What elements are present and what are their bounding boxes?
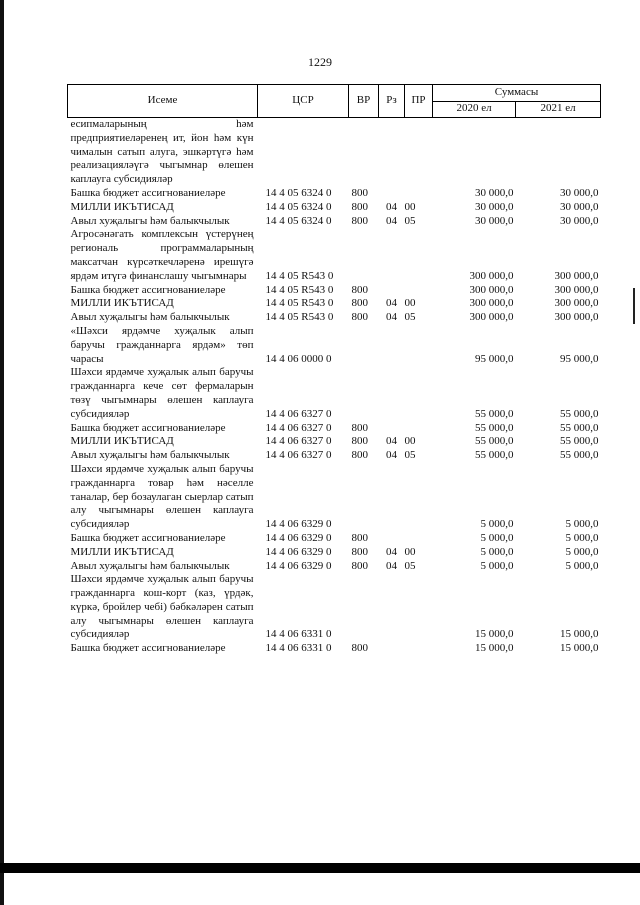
cell-pr: 00 <box>404 297 416 310</box>
header-csr: ЦСР <box>258 85 349 118</box>
cell-name: Авыл хуҗалыгы һәм балыкчылык <box>70 311 230 324</box>
cell-pr <box>405 284 433 298</box>
cell-rz <box>379 573 405 642</box>
cell-y1: 5 000,0 <box>480 531 514 544</box>
cell-vr: 800 <box>351 435 368 448</box>
cell-y1: 5 000,0 <box>480 559 514 572</box>
cell-csr: 14 4 06 6327 0 <box>265 435 332 448</box>
cell-y1: 15 000,0 <box>475 642 514 655</box>
cell-name: Башка бюджет ассигнованиеләре <box>70 186 226 199</box>
cell-rz <box>379 532 405 546</box>
table-row <box>68 532 601 546</box>
cell-name: «Шәхси ярдәмче хуҗалык алып баручы гражданнарга ярдәм» төп чарасы <box>70 324 254 365</box>
table-body <box>68 118 601 657</box>
table-row <box>68 118 601 187</box>
cell-y2: 15 000,0 <box>560 642 599 655</box>
cell-y1: 55 000,0 <box>475 421 514 434</box>
cell-pr: 00 <box>404 545 416 558</box>
cell-csr <box>258 118 349 187</box>
cell-y1: 300 000,0 <box>469 269 514 282</box>
cell-vr: 800 <box>351 531 368 544</box>
table-row <box>68 215 601 229</box>
cell-pr: 05 <box>404 311 416 324</box>
cell-y1: 5 000,0 <box>480 545 514 558</box>
cell-y1: 95 000,0 <box>475 352 514 365</box>
cell-csr: 14 4 06 6331 0 <box>265 628 332 641</box>
cell-name: Авыл хуҗалыгы һәм балыкчылык <box>70 214 230 227</box>
cell-name: МИЛЛИ ИКЪТИСАД <box>70 200 174 213</box>
cell-y1: 55 000,0 <box>475 407 514 420</box>
cell-csr: 14 4 05 6324 0 <box>265 214 332 227</box>
cell-csr: 14 4 06 6327 0 <box>265 407 332 420</box>
cell-y2: 30 000,0 <box>560 186 599 199</box>
cell-pr <box>405 118 433 187</box>
header-rz: Рз <box>379 85 405 118</box>
table-row <box>68 435 601 449</box>
table-row <box>68 311 601 325</box>
cell-rz: 04 <box>386 200 397 213</box>
table-header <box>68 85 601 118</box>
header-year-2020: 2020 ел <box>433 101 516 118</box>
cell-pr <box>405 642 433 656</box>
cell-name: Башка бюджет ассигнованиеләре <box>70 531 226 544</box>
cell-rz: 04 <box>386 559 397 572</box>
cell-vr: 800 <box>351 200 368 213</box>
table-row <box>68 228 601 283</box>
cell-y2: 95 000,0 <box>560 352 599 365</box>
cell-vr: 800 <box>351 449 368 462</box>
cell-y1: 5 000,0 <box>480 518 514 531</box>
cell-pr: 05 <box>404 559 416 572</box>
cell-rz: 04 <box>386 297 397 310</box>
cell-y1: 55 000,0 <box>475 435 514 448</box>
cell-pr <box>405 573 433 642</box>
cell-pr <box>405 532 433 546</box>
cell-pr: 05 <box>404 214 416 227</box>
cell-rz <box>379 325 405 366</box>
cell-y2: 300 000,0 <box>554 297 599 310</box>
cell-name: Авыл хуҗалыгы һәм балыкчылык <box>70 559 230 572</box>
cell-vr: 800 <box>351 214 368 227</box>
cell-rz: 04 <box>386 449 397 462</box>
cell-y1: 15 000,0 <box>475 628 514 641</box>
cell-y2: 55 000,0 <box>560 421 599 434</box>
scan-left-edge <box>0 0 4 905</box>
cell-rz <box>379 118 405 187</box>
cell-csr: 14 4 06 6327 0 <box>265 421 332 434</box>
table-row <box>68 297 601 311</box>
header-vr: ВР <box>349 85 379 118</box>
cell-vr <box>349 366 379 421</box>
cell-rz <box>379 366 405 421</box>
table-row <box>68 325 601 366</box>
cell-pr <box>405 366 433 421</box>
cell-csr: 14 4 06 6329 0 <box>265 559 332 572</box>
cell-name: есипмаларының һәм предприятиеләренең ит, йон һәм күн чималын сатып алуга, эшкәртүгә һәм реализацияләүгә чыгымнар өлешен каплауга субсидияләр <box>70 118 254 186</box>
table-row <box>68 449 601 463</box>
cell-pr <box>405 228 433 283</box>
budget-table <box>67 84 601 656</box>
cell-y2: 30 000,0 <box>560 214 599 227</box>
cell-vr <box>349 228 379 283</box>
cell-vr: 800 <box>351 297 368 310</box>
cell-y2: 55 000,0 <box>560 407 599 420</box>
cell-csr: 14 4 06 6329 0 <box>265 518 332 531</box>
page-number: 1229 <box>308 55 332 69</box>
cell-rz <box>379 284 405 298</box>
cell-y2: 5 000,0 <box>565 545 599 558</box>
table-row <box>68 642 601 656</box>
cell-y1: 30 000,0 <box>475 186 514 199</box>
cell-rz <box>379 642 405 656</box>
cell-vr <box>349 573 379 642</box>
cell-csr: 14 4 05 6324 0 <box>265 200 332 213</box>
cell-name: МИЛЛИ ИКЪТИСАД <box>70 297 174 310</box>
cell-vr: 800 <box>351 311 368 324</box>
table-row <box>68 284 601 298</box>
header-sums: Суммасы <box>433 85 601 102</box>
header-year-2021: 2021 ел <box>516 101 601 118</box>
cell-pr <box>405 463 433 532</box>
cell-pr: 00 <box>404 200 416 213</box>
cell-pr: 05 <box>404 449 416 462</box>
cell-y2: 300 000,0 <box>554 269 599 282</box>
table-row <box>68 366 601 421</box>
cell-rz <box>379 422 405 436</box>
cell-y2: 55 000,0 <box>560 449 599 462</box>
cell-name: Авыл хуҗалыгы һәм балыкчылык <box>70 449 230 462</box>
table-row <box>68 573 601 642</box>
cell-y2: 5 000,0 <box>565 559 599 572</box>
cell-name: Агросәнәгать комплексын үстерүнең региональ программаларының максатчан күрсәткечләренә ирешүгә ярдәм итүгә финанслашу чыгымнары <box>70 228 254 282</box>
cell-y1: 300 000,0 <box>469 311 514 324</box>
table-row <box>68 463 601 532</box>
cell-y2: 300 000,0 <box>554 283 599 296</box>
cell-rz <box>379 228 405 283</box>
cell-vr: 800 <box>351 186 368 199</box>
cell-y2: 5 000,0 <box>565 531 599 544</box>
cell-rz: 04 <box>386 545 397 558</box>
cell-vr: 800 <box>351 283 368 296</box>
cell-y2 <box>516 118 601 187</box>
cell-pr <box>405 187 433 201</box>
cell-pr: 00 <box>404 435 416 448</box>
cell-csr: 14 4 06 0000 0 <box>265 352 332 365</box>
scan-right-mark <box>633 288 635 324</box>
table-row <box>68 422 601 436</box>
cell-name: МИЛЛИ ИКЪТИСАД <box>70 545 174 558</box>
cell-vr <box>349 325 379 366</box>
cell-y2: 300 000,0 <box>554 311 599 324</box>
cell-y1: 55 000,0 <box>475 449 514 462</box>
cell-vr: 800 <box>351 559 368 572</box>
cell-vr <box>349 463 379 532</box>
header-pr: ПР <box>405 85 433 118</box>
cell-rz: 04 <box>386 311 397 324</box>
cell-vr: 800 <box>351 421 368 434</box>
header-name: Исеме <box>68 85 258 118</box>
cell-y1: 300 000,0 <box>469 283 514 296</box>
cell-rz: 04 <box>386 435 397 448</box>
cell-y2: 55 000,0 <box>560 435 599 448</box>
cell-name: Башка бюджет ассигнованиеләре <box>70 283 226 296</box>
cell-y2: 30 000,0 <box>560 200 599 213</box>
cell-csr: 14 4 05 R543 0 <box>265 283 334 296</box>
cell-rz: 04 <box>386 214 397 227</box>
cell-csr: 14 4 05 R543 0 <box>265 269 334 282</box>
cell-y1: 300 000,0 <box>469 297 514 310</box>
cell-rz <box>379 463 405 532</box>
cell-csr: 14 4 06 6329 0 <box>265 531 332 544</box>
cell-y1: 30 000,0 <box>475 200 514 213</box>
cell-name: Башка бюджет ассигнованиеләре <box>70 642 226 655</box>
cell-csr: 14 4 05 R543 0 <box>265 311 334 324</box>
cell-name: МИЛЛИ ИКЪТИСАД <box>70 435 174 448</box>
cell-name: Башка бюджет ассигнованиеләре <box>70 421 226 434</box>
cell-csr: 14 4 05 R543 0 <box>265 297 334 310</box>
cell-pr <box>405 325 433 366</box>
cell-y1 <box>433 118 516 187</box>
scan-bottom-bar <box>0 863 640 873</box>
table-row <box>68 560 601 574</box>
cell-name: Шәхси ярдәмче хуҗалык алып баручы гражданнарга товар һәм нәселле таналар, бер бозаулаган сыерлар сатып алу чыгымнары өлешен каплауга субсидияләр <box>70 462 254 531</box>
cell-vr <box>349 118 379 187</box>
cell-csr: 14 4 05 6324 0 <box>265 186 332 199</box>
table-row <box>68 201 601 215</box>
cell-y2: 5 000,0 <box>565 518 599 531</box>
cell-csr: 14 4 06 6329 0 <box>265 545 332 558</box>
cell-y2: 15 000,0 <box>560 628 599 641</box>
cell-vr: 800 <box>351 642 368 655</box>
cell-pr <box>405 422 433 436</box>
cell-rz <box>379 187 405 201</box>
table-row <box>68 187 601 201</box>
table-row <box>68 546 601 560</box>
cell-csr: 14 4 06 6327 0 <box>265 449 332 462</box>
cell-vr: 800 <box>351 545 368 558</box>
cell-y1: 30 000,0 <box>475 214 514 227</box>
cell-name: Шәхси ярдәмче хуҗалык алып баручы гражданнарга кош-корт (каз, үрдәк, күркә, бройлер чебі) бәбкәләрен сатып алу чыгымнары өлешен каплауга субсидияләр <box>70 573 254 641</box>
cell-name: Шәхси ярдәмче хуҗалык алып баручы гражданнарга кече сөт фермаларын төзү чыгымнары өлешен каплауга субсидияләр <box>70 366 254 420</box>
cell-csr: 14 4 06 6331 0 <box>265 642 332 655</box>
